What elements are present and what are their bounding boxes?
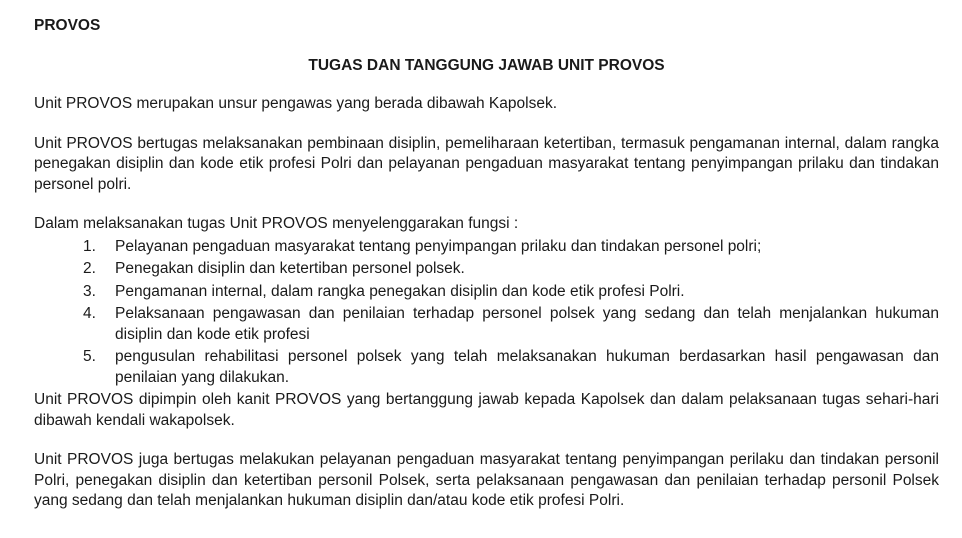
list-item-number: 3. <box>83 282 96 300</box>
functions-list <box>34 237 939 389</box>
list-item-number: 2. <box>83 260 96 277</box>
paragraph-functions-lead: Dalam melaksanakan tugas Unit PROVOS menyelenggarakan fungsi : <box>34 215 519 232</box>
list-item-text: Pelayanan pengaduan masyarakat tentang penyimpangan prilaku dan tindakan personel polri; <box>115 237 762 255</box>
list-item-number: 1. <box>83 237 96 255</box>
paragraph-additional-duties: Unit PROVOS juga bertugas melakukan pelayanan pengaduan masyarakat tentang penyimpangan perilaku dan tindakan personil Polri, penegakan disiplin dan ketertiban personil Polsek, serta pelaksanaan pengawasan dan penilaian terhadap personil Polsek yang sedang dan telah menjalankan hukuman disiplin dan/atau kode etik profesi Polri. <box>34 451 939 509</box>
list-item <box>34 304 939 345</box>
paragraph-leadership: Unit PROVOS dipimpin oleh kanit PROVOS yang bertanggung jawab kepada Kapolsek dan dalam pelaksanaan tugas sehari-hari dibawah kendali wakapolsek. <box>34 391 939 429</box>
list-item <box>34 282 939 303</box>
list-item-text: Pengamanan internal, dalam rangka penegakan disiplin dan kode etik profesi Polri. <box>115 282 685 300</box>
list-item-text: pengusulan rehabilitasi personel polsek yang telah melaksanakan hukuman berdasarkan hasil pengawasan dan penilaian yang dilakukan. <box>115 348 939 386</box>
paragraph-intro: Unit PROVOS merupakan unsur pengawas yang berada dibawah Kapolsek. <box>34 95 558 112</box>
list-item <box>34 347 939 388</box>
list-item <box>34 259 939 280</box>
list-item-number: 4. <box>83 305 96 322</box>
list-item <box>34 237 939 258</box>
paragraph-duties: Unit PROVOS bertugas melaksanakan pembinaan disiplin, pemeliharaan ketertiban, termasuk pengamanan internal, dalam rangka penegakan disiplin dan kode etik profesi Polri dan pelayanan pengaduan masyarakat tentang penyimpangan prilaku dan tindakan personel polri. <box>34 134 939 193</box>
list-item-text: Pelaksanaan pengawasan dan penilaian terhadap personel polsek yang sedang dan telah menjalankan hukuman disiplin dan kode etik profesi <box>115 305 939 343</box>
list-item-text: Penegakan disiplin dan ketertiban personel polsek. <box>115 260 465 277</box>
document-title: TUGAS DAN TANGGUNG JAWAB UNIT PROVOS <box>308 57 665 74</box>
section-heading: PROVOS <box>34 17 101 34</box>
list-item-number: 5. <box>83 348 96 365</box>
document-page <box>34 16 939 512</box>
